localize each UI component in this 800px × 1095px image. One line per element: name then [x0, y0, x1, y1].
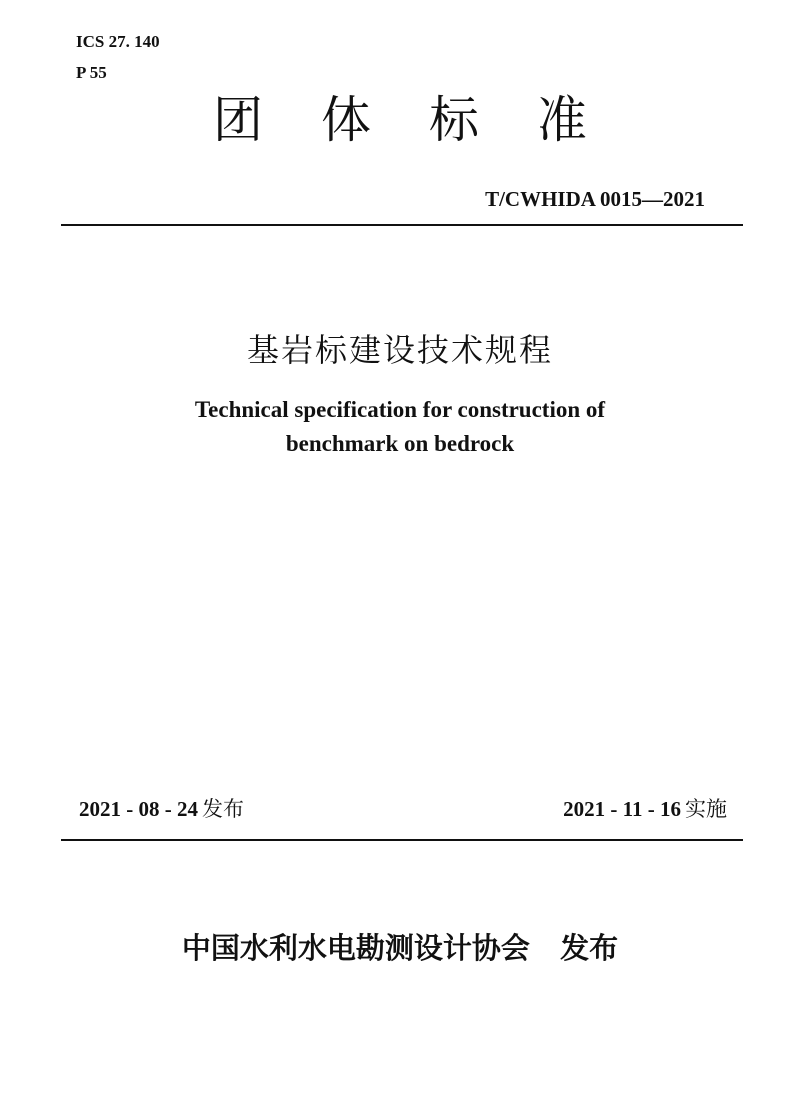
- title-english-line-1: Technical specification for construction of: [194, 397, 606, 422]
- implementation-date-label: 实施: [685, 797, 727, 821]
- classification-code: P 55: [76, 63, 107, 82]
- publisher-action: 发布: [560, 931, 619, 965]
- implementation-date-value: 2021 - 11 - 16: [563, 797, 681, 821]
- title-english-line-2: benchmark on bedrock: [285, 431, 515, 456]
- issue-date: [79, 794, 244, 824]
- issue-date-value: 2021 - 08 - 24: [79, 797, 198, 821]
- bottom-divider: [61, 839, 743, 841]
- implementation-date: [563, 794, 727, 824]
- title-chinese: 基岩标建设技术规程: [246, 331, 553, 369]
- issue-date-label: 发布: [202, 797, 244, 821]
- top-divider: [61, 224, 743, 226]
- document-type-heading: 团体标准: [213, 91, 645, 149]
- ics-code: ICS 27. 140: [76, 32, 160, 51]
- standard-number: T/CWHIDA 0015—2021: [485, 187, 705, 211]
- publisher-name: 中国水利水电勘测设计协会: [181, 931, 530, 965]
- publisher-line: [0, 928, 800, 968]
